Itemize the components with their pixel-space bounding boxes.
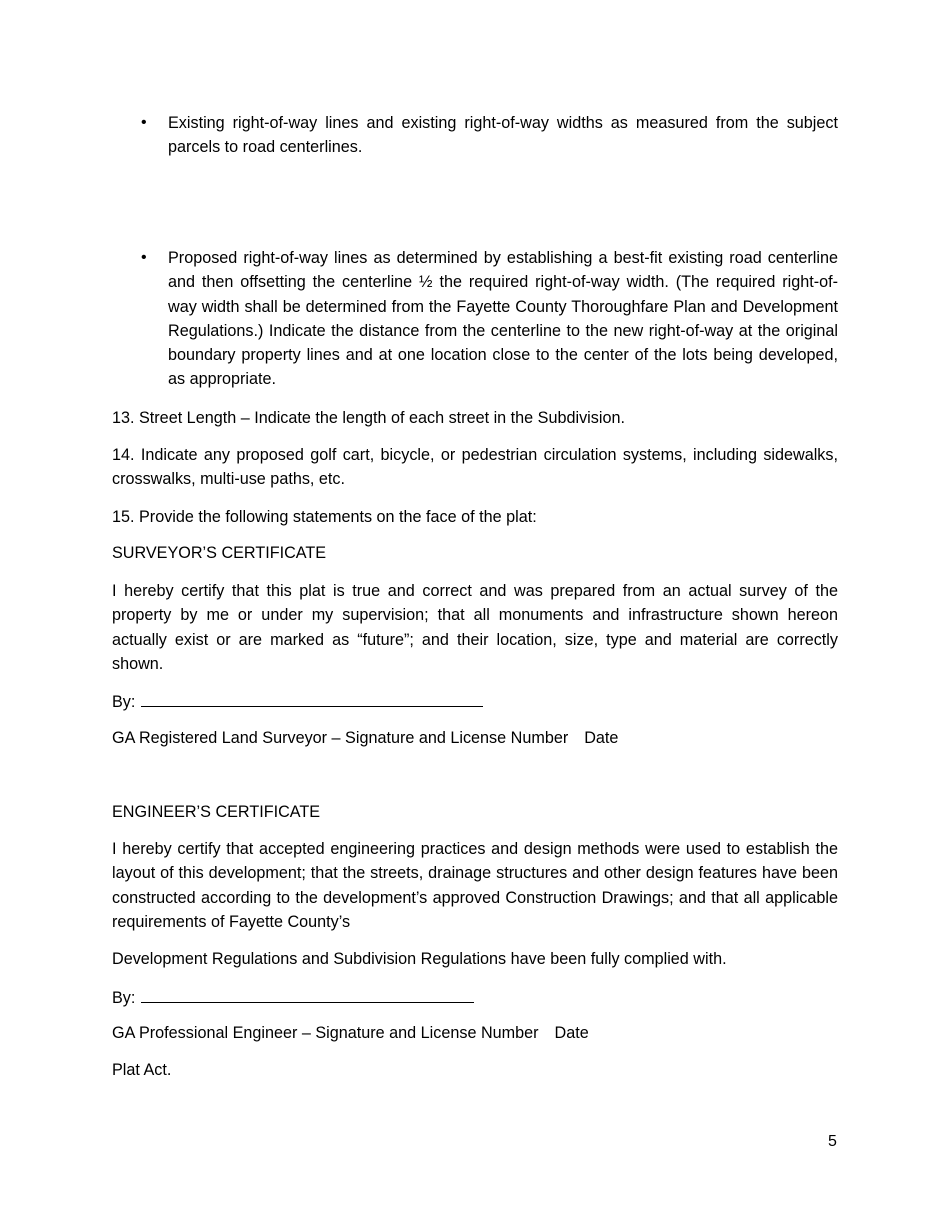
bullet-proposed-right-of-way bbox=[112, 246, 838, 392]
bullet-existing-right-of-way bbox=[112, 111, 838, 160]
bullet-marker: • bbox=[141, 249, 147, 266]
engineer-certificate-heading: ENGINEER’S CERTIFICATE bbox=[112, 803, 321, 821]
bullet-marker: • bbox=[141, 114, 147, 131]
engineer-signature-line bbox=[112, 985, 474, 1010]
engineer-signature-caption: GA Professional Engineer – Signature and License Number bbox=[112, 1024, 539, 1042]
item-13-street-length: 13. Street Length – Indicate the length of each street in the Subdivision. bbox=[112, 409, 625, 427]
plat-act-text: Plat Act. bbox=[112, 1061, 172, 1079]
date-label: Date bbox=[584, 729, 619, 747]
engineer-certificate-body-continued: Development Regulations and Subdivision Regulations have been fully complied with. bbox=[112, 950, 727, 968]
surveyor-certificate-heading: SURVEYOR’S CERTIFICATE bbox=[112, 544, 327, 562]
item-14-circulation-systems: 14. Indicate any proposed golf cart, bicycle, or pedestrian circulation systems, including sidewalks, crosswalks, multi-use paths, etc. bbox=[112, 446, 838, 489]
surveyor-signature-caption: GA Registered Land Surveyor – Signature and License Number bbox=[112, 729, 569, 747]
bullet-text: Existing right-of-way lines and existing right-of-way widths as measured from the subject parcels to road centerlines. bbox=[168, 114, 838, 157]
engineer-certificate-body: I hereby certify that accepted engineering practices and design methods were used to establish the layout of this development; that the streets, drainage structures and other design features have been constructed according to the development’s approved Construction Drawings; and that all applicable requirements of Fayette County’s bbox=[112, 840, 838, 931]
signature-blank bbox=[141, 689, 483, 707]
bullet-text: Proposed right-of-way lines as determined by establishing a best-fit existing road centerline and then offsetting the centerline ½ the required right-of-way width. (The required right-of-way width shall be determined from the Fayette County Thoroughfare Plan and Development Regulations.) Indicate the distance from the centerline to the new right-of-way at the original boundary property lines and at one location close to the center of the lots being developed, as appropriate. bbox=[168, 249, 838, 389]
signature-blank bbox=[141, 985, 474, 1003]
by-label: By: bbox=[112, 989, 136, 1007]
surveyor-signature-caption-row bbox=[112, 726, 618, 750]
item-15-statements: 15. Provide the following statements on the face of the plat: bbox=[112, 508, 537, 526]
date-label: Date bbox=[554, 1024, 589, 1042]
surveyor-certificate-body: I hereby certify that this plat is true and correct and was prepared from an actual survey of the property by me or under my supervision; that all monuments and infrastructure shown hereon actually exist or are marked as “future”; and their location, size, type and material are correctly shown. bbox=[112, 582, 838, 673]
surveyor-signature-line bbox=[112, 689, 483, 714]
page-number: 5 bbox=[828, 1133, 837, 1150]
engineer-signature-caption-row bbox=[112, 1021, 589, 1045]
by-label: By: bbox=[112, 693, 136, 711]
